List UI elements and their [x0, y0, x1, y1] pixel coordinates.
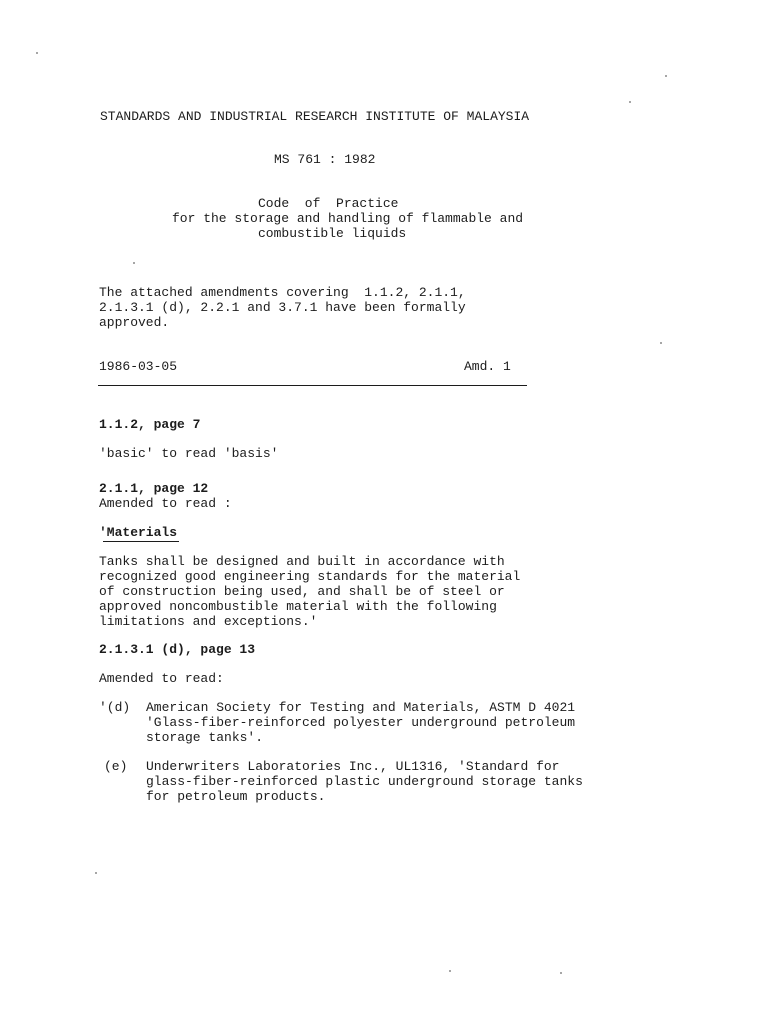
section-heading-2-1-1: 2.1.1, page 12: [99, 481, 209, 496]
section-subheading-2-1-3-1: Amended to read:: [99, 671, 224, 686]
amendment-number: Amd. 1: [464, 359, 511, 374]
institute-name: STANDARDS AND INDUSTRIAL RESEARCH INSTITUTE OF MALAYSIA: [100, 109, 530, 124]
scan-speck: [660, 342, 662, 344]
scan-speck: [95, 872, 97, 874]
item-d-line-1: American Society for Testing and Materials, ASTM D 4021: [146, 700, 576, 715]
document-title-line-1: Code of Practice: [258, 196, 399, 211]
materials-paragraph-line-2: recognized good engineering standards for the material: [99, 569, 521, 584]
scan-speck: [665, 75, 667, 77]
section-heading-2-1-3-1: 2.1.3.1 (d), page 13: [99, 642, 256, 657]
intro-line-3: approved.: [99, 315, 170, 330]
scan-speck: [449, 970, 451, 972]
standard-number: MS 761 : 1982: [274, 152, 376, 167]
item-d-label: '(d): [99, 700, 131, 715]
materials-underline: [103, 541, 179, 542]
item-d-line-3: storage tanks'.: [146, 730, 264, 745]
document-title-line-3: combustible liquids: [258, 226, 407, 241]
scan-speck: [36, 52, 38, 54]
intro-line-1: The attached amendments covering 1.1.2, 2.1.1,: [99, 285, 466, 300]
materials-paragraph-line-1: Tanks shall be designed and built in accordance with: [99, 554, 505, 569]
section-heading-1-1-2: 1.1.2, page 7: [99, 417, 201, 432]
materials-paragraph-line-5: limitations and exceptions.': [99, 614, 318, 629]
item-d-line-2: 'Glass-fiber-reinforced polyester underground petroleum: [146, 715, 576, 730]
item-e-label: (e): [104, 759, 128, 774]
scan-speck: [629, 101, 631, 103]
section-subheading-2-1-1: Amended to read :: [99, 496, 232, 511]
section-text-1-1-2: 'basic' to read 'basis': [99, 446, 279, 461]
scan-speck: [560, 972, 562, 974]
materials-heading: 'Materials: [99, 525, 178, 540]
materials-paragraph-line-3: of construction being used, and shall be of steel or: [99, 584, 505, 599]
item-e-line-3: for petroleum products.: [146, 789, 326, 804]
scan-speck: [133, 262, 135, 264]
divider-rule: [98, 385, 527, 386]
intro-line-2: 2.1.3.1 (d), 2.2.1 and 3.7.1 have been formally: [99, 300, 466, 315]
document-title-line-2: for the storage and handling of flammable and: [172, 211, 524, 226]
materials-paragraph-line-4: approved noncombustible material with the following: [99, 599, 497, 614]
amendment-date: 1986-03-05: [99, 359, 178, 374]
item-e-line-2: glass-fiber-reinforced plastic underground storage tanks: [146, 774, 583, 789]
item-e-line-1: Underwriters Laboratories Inc., UL1316, 'Standard for: [146, 759, 560, 774]
